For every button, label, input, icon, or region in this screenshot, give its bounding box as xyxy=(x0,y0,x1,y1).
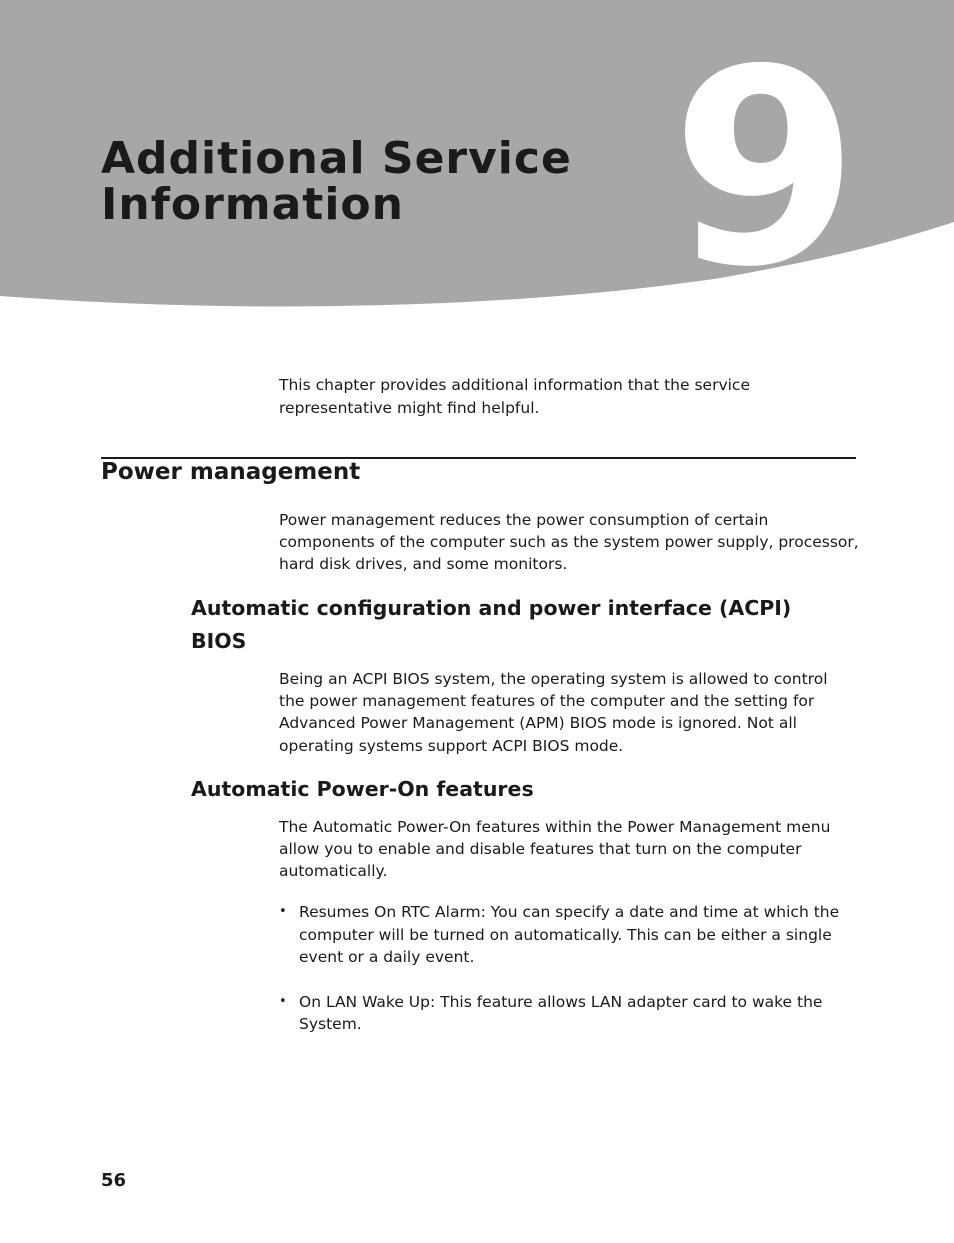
acpi-paragraph: Being an ACPI BIOS system, the operating system is allowed to control the power management features of the computer and the setting for Advanced Power Management (APM) BIOS mode is ignored. Not all operating systems support ACPI BIOS mode. xyxy=(279,670,828,755)
bullet-text: On LAN Wake Up: This feature allows LAN adapter card to wake the System. xyxy=(299,992,823,1033)
page-number: 56 xyxy=(101,1170,127,1191)
chapter-title xyxy=(101,133,572,230)
section-heading-power-management: Power management xyxy=(101,459,361,485)
chapter-title-line-2: Information xyxy=(101,179,404,230)
list-item xyxy=(279,991,849,1036)
power-management-paragraph: Power management reduces the power consumption of certain components of the computer such as the system power supply, processor, hard disk drives, and some monitors. xyxy=(279,511,859,574)
intro-paragraph: This chapter provides additional information that the service representative might find helpful. xyxy=(279,376,750,417)
subsection-heading-power-on: Automatic Power-On features xyxy=(191,777,534,801)
acpi-heading-line-1: Automatic configuration and power interface (ACPI) xyxy=(191,596,792,620)
acpi-heading-line-2: BIOS xyxy=(191,629,247,653)
list-item xyxy=(279,901,849,969)
subsection-heading-acpi xyxy=(191,592,831,658)
power-on-paragraph: The Automatic Power-On features within the Power Management menu allow you to enable and disable features that turn on the computer automatically. xyxy=(279,818,831,881)
power-on-bullet-list xyxy=(279,901,849,1036)
chapter-number: 9 xyxy=(671,11,859,320)
bullet-text: Resumes On RTC Alarm: You can specify a date and time at which the computer will be turned on automatically. This can be either a single event or a daily event. xyxy=(299,903,840,966)
bullet-icon: • xyxy=(279,904,287,919)
bullet-icon: • xyxy=(279,993,287,1009)
chapter-title-line-1: Additional Service xyxy=(101,133,572,184)
